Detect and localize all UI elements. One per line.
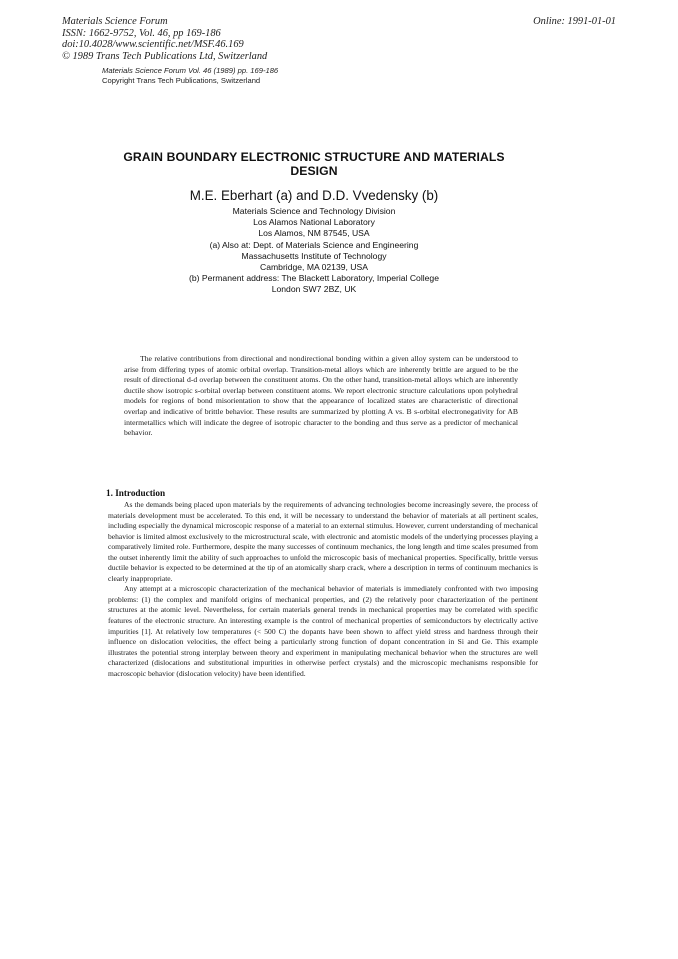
section-heading-introduction: 1. Introduction: [106, 488, 166, 498]
title-line-1: GRAIN BOUNDARY ELECTRONIC STRUCTURE AND MATERIALS: [123, 150, 505, 164]
affiliation-line: (a) Also at: Dept. of Materials Science and Engineering: [209, 239, 419, 250]
abstract: [124, 354, 518, 439]
metadata-copyright: © 1989 Trans Tech Publications Ltd, Switzerland: [62, 51, 268, 63]
affiliation-line: (b) Permanent address: The Blackett Laboratory, Imperial College: [189, 273, 439, 284]
affiliation-line: Materials Science and Technology Division: [232, 206, 396, 216]
affiliations: [104, 206, 524, 296]
scanned-journal-header: [102, 66, 278, 86]
scan-copyright-line: Copyright Trans Tech Publications, Switzerland: [102, 76, 261, 85]
metadata-journal: Materials Science Forum: [62, 16, 168, 27]
paper-title: [104, 151, 524, 178]
metadata-doi[interactable]: doi:10.4028/www.scientific.net/MSF.46.169: [62, 39, 244, 51]
metadata-issn: ISSN: 1662-9752, Vol. 46, pp 169-186: [62, 27, 221, 39]
body-paragraph: As the demands being placed upon materials by the requirements of advancing technologies become increasingly severe, the process of materials development must be accelerated. To this end, it will be necessary to understand the behavior of materials at all pertinent scales, including especially the dynamical microscopic response of a material to an external stimulus. However, current understanding of mechanical behavior is limited almost exclusively to the microstructural scale, with electronic and atomistic models of the underlying processes playing a comparatively limited role. Furthermore, despite the many successes of continuum mechanics, the long length and time scales presumed from the outset inherently limit the ability of such approaches to unfold the microscopic basis of mechanical properties. Specifically, brittle versus ductile behavior is expected to be determined at the tip of an atomically sharp crack, where a description in terms of continuum mechanics is clearly inappropriate.: [108, 500, 538, 583]
publication-metadata: [62, 16, 422, 63]
author-line: M.E. Eberhart (a) and D.D. Vvedensky (b): [189, 188, 439, 203]
affiliation-line: Cambridge, MA 02139, USA: [260, 262, 368, 273]
affiliation-line: London SW7 2BZ, UK: [271, 284, 357, 295]
metadata-online-date: Online: 1991-01-01: [533, 16, 616, 27]
scan-journal-line: Materials Science Forum Vol. 46 (1989) pp. 169-186: [102, 66, 279, 75]
body-paragraph: Any attempt at a microscopic characterization of the mechanical behavior of materials is immediately confronted with two imposing problems: (1) the complex and manifold origins of mechanical properties, and (2) the relatively poor characterization of the pertinent structures at the atomic level. Nevertheless, for certain materials general trends in mechanical properties may be correlated with specific features of the electronic structure. An interesting example is the control of mechanical properties of semiconductors by electrically active impurities [1]. At relatively low temperatures (< 500 C) the dopants have been shown to affect yield stress and hardness through their influence on dislocation velocities, the effect being a particularly strong function of dopant concentration in Si and Ge. This example illustrates the potential strong interplay between theory and experiment in manipulating mechanical behavior when the structures are well characterized (dislocations and substitutional impurities in otherwise perfect crystals) and the microscopic mechanisms responsible for macroscopic behavior (dislocation velocity) have been identified.: [108, 584, 538, 678]
affiliation-line: Los Alamos, NM 87545, USA: [258, 228, 370, 239]
abstract-text: The relative contributions from directional and nondirectional bonding within a given alloy system can be understood to arise from differing types of atomic orbital overlap. Transition-metal alloys which are inherently brittle are argued to be the result of directional d-d overlap between the constituent atoms. On the other hand, transition-metal alloys which are inherently ductile show isotropic s-orbital overlap between constituent atoms. We report electronic structure calculations upon polyhedral models for regions of bond misorientation to show that the appearance of localized states are characteristic of directional overlap and indicative of brittle behavior. These results are summarized by plotting A vs. B s-orbital electronegativity for AB intermetallics which will indicate the degree of isotropic character to the bonding and thus serve as a predictor of mechanical behavior.: [124, 354, 518, 438]
introduction-body: [108, 500, 538, 679]
title-line-2: DESIGN: [290, 163, 338, 178]
affiliation-line: Massachusetts Institute of Technology: [241, 250, 387, 261]
affiliation-line: Los Alamos National Laboratory: [253, 217, 375, 228]
